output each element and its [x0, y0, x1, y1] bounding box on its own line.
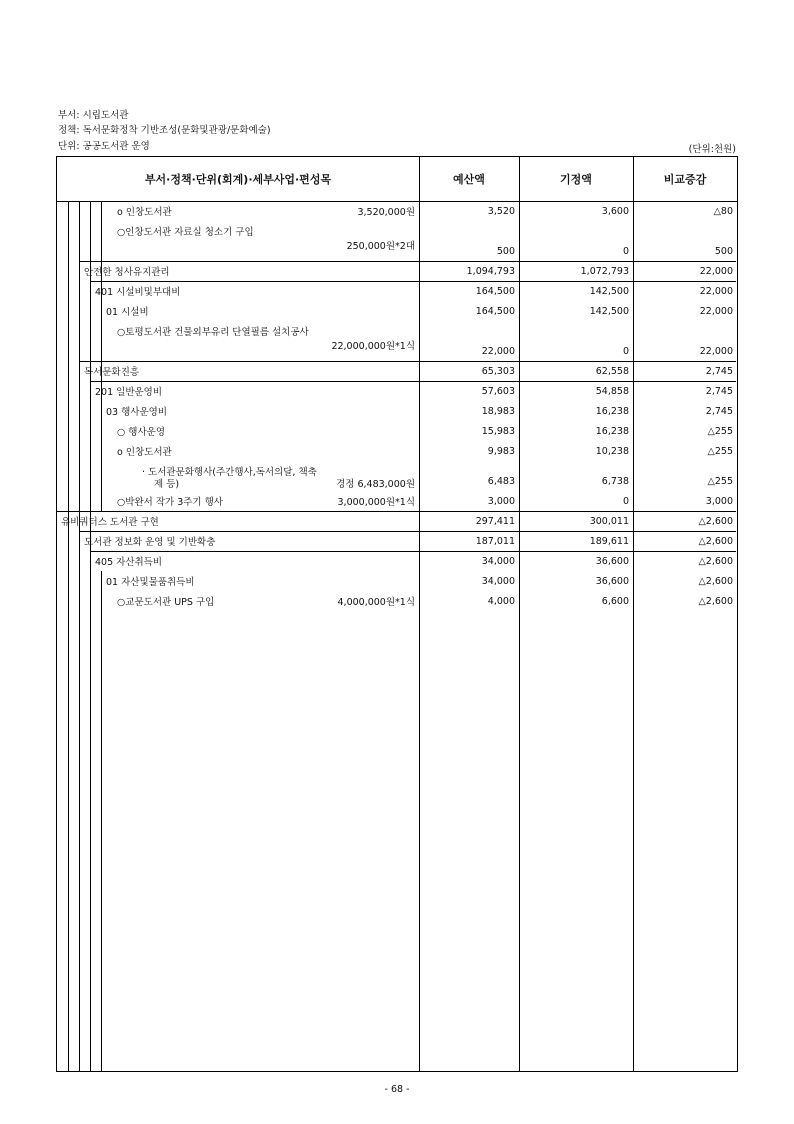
col-header-item: 부서·정책·단위(회계)·세부사업·편성목 — [144, 173, 332, 186]
cell-diff: 22,000 — [699, 266, 733, 277]
cell-budget: 15,983 — [481, 426, 515, 437]
dept-line: 부서: 시립도서관 — [58, 110, 129, 121]
row-label: 03 행사운영비 — [106, 407, 167, 418]
cell-budget: 18,983 — [481, 406, 515, 417]
row-amount-detail: 3,000,000원*1식 — [337, 497, 415, 508]
budget-table — [56, 156, 738, 1072]
cell-diff: △2,600 — [698, 576, 733, 587]
cell-budget: 187,011 — [475, 536, 515, 547]
row-divider — [57, 511, 736, 512]
row-divider — [90, 381, 736, 382]
row-label: ○교문도서관 UPS 구입 — [117, 597, 215, 608]
row-label: 독서문화진흥 — [84, 367, 140, 378]
cell-diff: 2,745 — [705, 386, 733, 397]
cell-budget: 1,094,793 — [466, 266, 515, 277]
table-row — [57, 281, 736, 301]
cell-diff: 3,000 — [705, 496, 733, 507]
row-amount-detail: 4,000,000원*1식 — [337, 597, 415, 608]
cell-diff: △255 — [707, 446, 733, 457]
cell-budget: 297,411 — [475, 516, 515, 527]
cell-budget: 6,483 — [487, 476, 515, 487]
cell-prev: 16,238 — [595, 426, 629, 437]
cell-prev: 0 — [622, 246, 629, 257]
page-number: - 68 - — [384, 1084, 410, 1095]
row-label: ○박완서 작가 3주기 행사 — [117, 497, 223, 508]
cell-prev: 1,072,793 — [580, 266, 629, 277]
row-amount-detail: 3,520,000원 — [357, 207, 415, 218]
col-header-previous: 기정액 — [560, 173, 592, 186]
cell-budget: 4,000 — [487, 596, 515, 607]
table-row — [57, 261, 736, 281]
cell-budget: 3,520 — [487, 206, 515, 217]
row-label: 201 일반운영비 — [95, 387, 163, 398]
cell-prev: 6,738 — [601, 476, 629, 487]
row-label: 01 자산및물품취득비 — [106, 577, 195, 588]
cell-budget: 34,000 — [481, 556, 515, 567]
cell-diff: △255 — [707, 426, 733, 437]
table-row — [57, 441, 736, 461]
table-row — [57, 571, 736, 591]
cell-diff: 22,000 — [699, 286, 733, 297]
row-divider — [79, 261, 736, 262]
row-label: o 인창도서관 — [117, 207, 172, 218]
table-row — [57, 321, 736, 361]
cell-budget: 57,603 — [481, 386, 515, 397]
row-label: 안전한 청사유지관리 — [84, 267, 170, 278]
cell-diff: △255 — [707, 476, 733, 487]
cell-prev: 16,238 — [595, 406, 629, 417]
row-label: o 인창도서관 — [117, 447, 172, 458]
row-label: · 도서관문화행사(주간행사,독서의달, 책축 — [142, 467, 317, 478]
cell-prev: 62,558 — [595, 366, 629, 377]
cell-budget: 22,000 — [481, 346, 515, 357]
cell-diff: △2,600 — [698, 556, 733, 567]
table-row — [57, 491, 736, 511]
row-label: ○ 행사운영 — [117, 427, 166, 438]
cell-prev: 3,600 — [601, 206, 629, 217]
cell-prev: 0 — [622, 496, 629, 507]
cell-diff: △80 — [713, 206, 733, 217]
table-row — [57, 301, 736, 321]
cell-budget: 500 — [496, 246, 515, 257]
unit-line: 단위: 공공도서관 운영 — [58, 141, 150, 152]
row-divider — [90, 281, 736, 282]
row-label-continued: 제 등) — [154, 479, 180, 490]
row-divider — [79, 361, 736, 362]
row-label: 유비쿼터스 도서관 구현 — [61, 517, 159, 528]
cell-diff: 2,745 — [705, 366, 733, 377]
cell-diff: 22,000 — [699, 346, 733, 357]
row-label: 01 시설비 — [106, 307, 149, 318]
cell-budget: 9,983 — [487, 446, 515, 457]
row-divider — [79, 531, 736, 532]
cell-diff: △2,600 — [698, 596, 733, 607]
row-amount-detail: 250,000원*2대 — [346, 241, 415, 252]
cell-budget: 164,500 — [475, 286, 515, 297]
cell-diff: △2,600 — [698, 536, 733, 547]
indent-line-4-lower — [101, 571, 102, 1071]
cell-prev: 0 — [622, 346, 629, 357]
col-header-budget: 예산액 — [453, 173, 485, 186]
cell-diff: △2,600 — [698, 516, 733, 527]
row-divider — [90, 551, 736, 552]
table-row — [57, 221, 736, 261]
cell-prev: 36,600 — [595, 556, 629, 567]
cell-prev: 300,011 — [589, 516, 629, 527]
table-row — [57, 591, 736, 611]
row-amount-detail: 경정 6,483,000원 — [336, 479, 415, 490]
row-label: 405 자산취득비 — [95, 557, 163, 568]
row-label: ○인창도서관 자료실 청소기 구입 — [117, 227, 254, 238]
policy-line: 정책: 독서문화정착 기반조성(문화및관광/문화예술) — [58, 125, 271, 136]
table-row — [57, 551, 736, 571]
currency-unit: (단위:천원) — [688, 144, 736, 155]
cell-diff: 2,745 — [705, 406, 733, 417]
cell-prev: 36,600 — [595, 576, 629, 587]
table-row — [57, 531, 736, 551]
row-label: 401 시설비및부대비 — [95, 287, 181, 298]
cell-prev: 142,500 — [589, 286, 629, 297]
cell-budget: 164,500 — [475, 306, 515, 317]
cell-prev: 10,238 — [595, 446, 629, 457]
table-row — [57, 421, 736, 441]
row-label: ○토평도서관 건물외부유리 단열필름 설치공사 — [117, 327, 309, 338]
cell-diff: 500 — [714, 246, 733, 257]
cell-diff: 22,000 — [699, 306, 733, 317]
row-amount-detail: 22,000,000원*1식 — [331, 341, 415, 352]
table-row — [57, 201, 736, 221]
col-header-difference: 비교증감 — [663, 173, 707, 186]
cell-prev: 189,611 — [589, 536, 629, 547]
cell-prev: 6,600 — [601, 596, 629, 607]
cell-budget: 3,000 — [487, 496, 515, 507]
table-row — [57, 361, 736, 381]
table-row — [57, 511, 736, 531]
row-label: 도서관 정보화 운영 및 기반확충 — [84, 537, 216, 548]
table-row — [57, 381, 736, 401]
cell-budget: 34,000 — [481, 576, 515, 587]
cell-prev: 54,858 — [595, 386, 629, 397]
cell-prev: 142,500 — [589, 306, 629, 317]
cell-budget: 65,303 — [481, 366, 515, 377]
table-row — [57, 401, 736, 421]
table-row — [57, 461, 736, 491]
